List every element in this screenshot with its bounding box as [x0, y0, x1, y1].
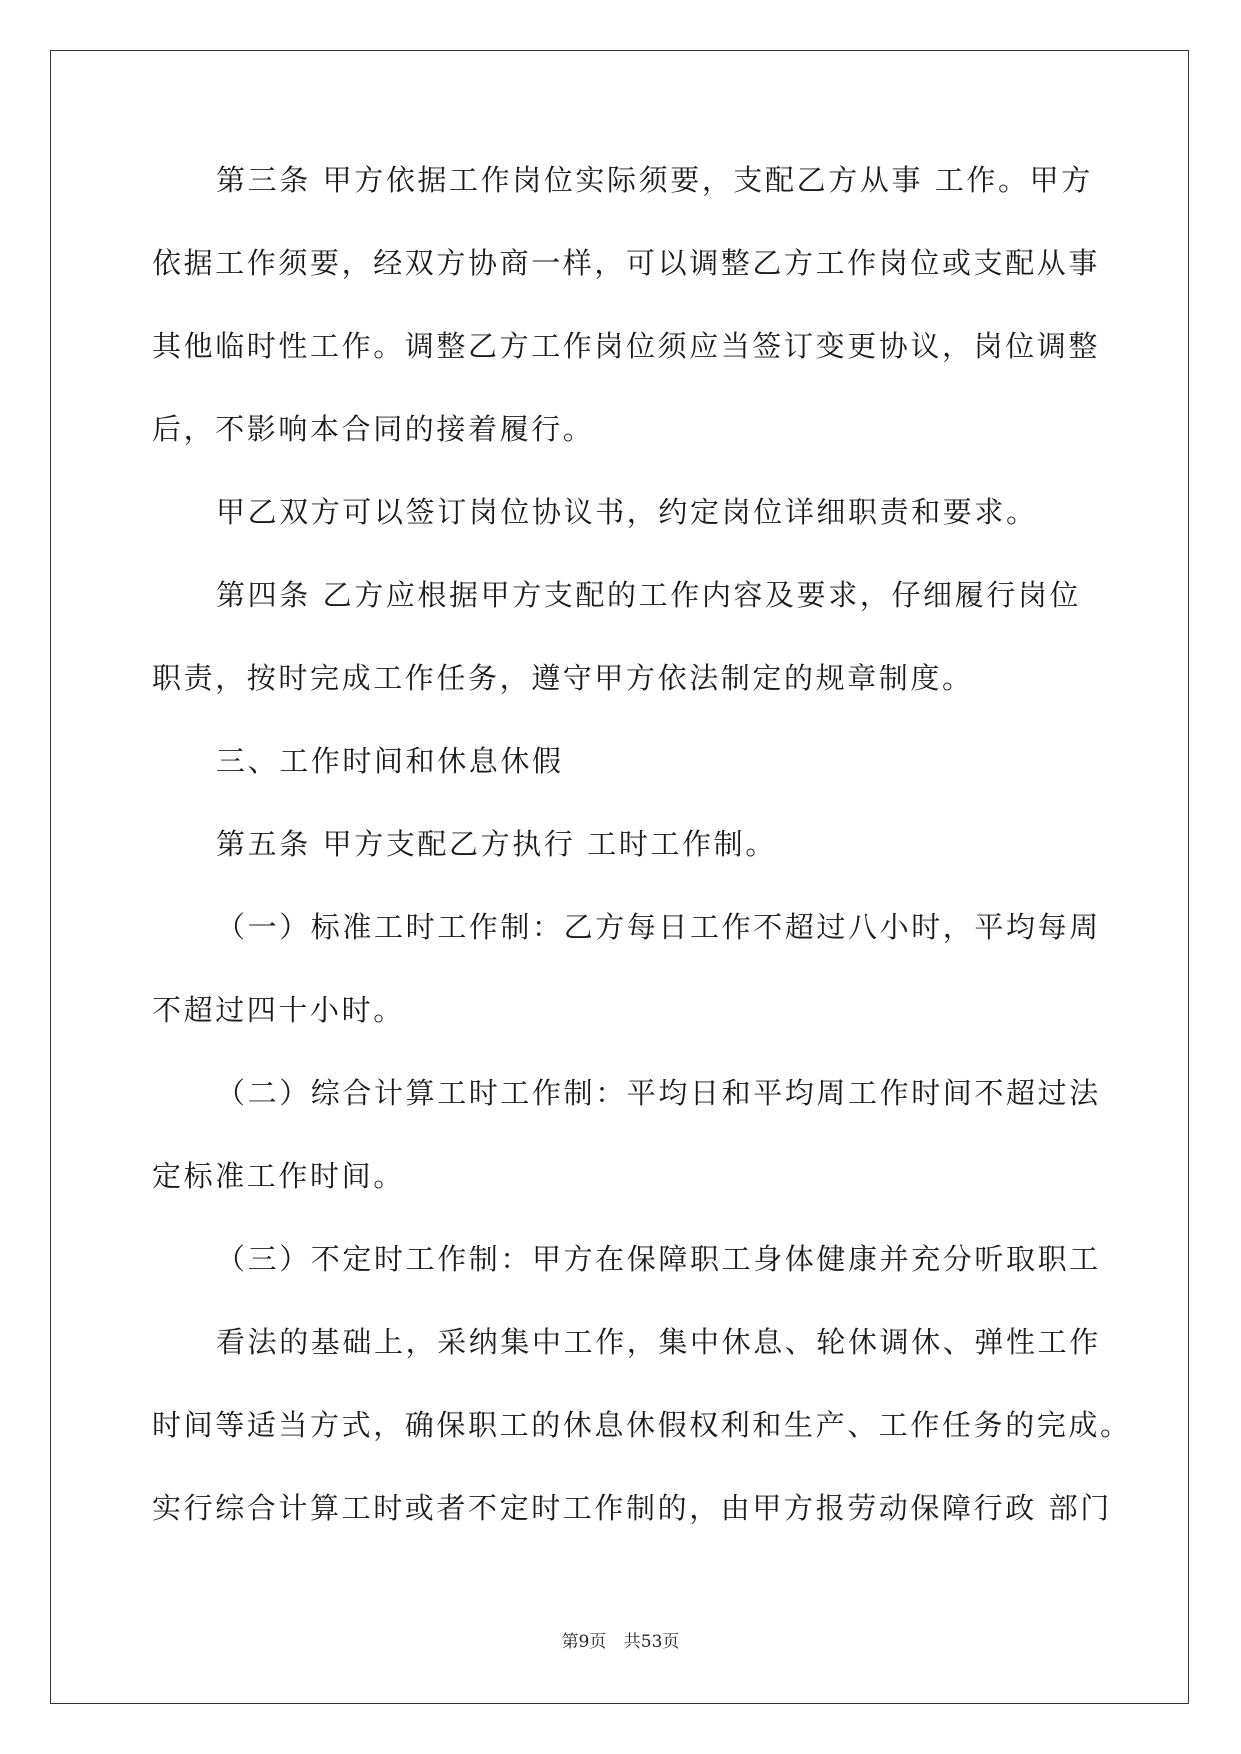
paragraph-line: （一）标准工时工作制：乙方每日工作不超过八小时，平均每周 — [216, 910, 1101, 944]
page-border — [50, 50, 1189, 1704]
paragraph-line: （二）综合计算工时工作制：平均日和平均周工作时间不超过法 — [216, 1076, 1101, 1110]
paragraph-line: 职责，按时完成工作任务，遵守甲方依法制定的规章制度。 — [152, 661, 974, 695]
paragraph-line: 第五条 甲方支配乙方执行 工时工作制。 — [216, 827, 777, 861]
section-heading: 三、工作时间和休息休假 — [216, 744, 564, 778]
paragraph-line: 第三条 甲方依据工作岗位实际须要，支配乙方从事 工作。甲方 — [216, 163, 1093, 197]
paragraph-line: 看法的基础上，采纳集中工作，集中休息、轮休调休、弹性工作 — [216, 1325, 1101, 1359]
paragraph-line: （三）不定时工作制：甲方在保障职工身体健康并充分听取职工 — [216, 1242, 1101, 1276]
current-page-number: 第9页 — [561, 1632, 607, 1652]
paragraph-line: 不超过四十小时。 — [152, 993, 405, 1027]
paragraph-line: 依据工作须要，经双方协商一样，可以调整乙方工作岗位或支配从事 — [152, 246, 1101, 280]
paragraph-line: 第四条 乙方应根据甲方支配的工作内容及要求，仔细履行岗位 — [216, 578, 1082, 612]
paragraph-line: 甲乙双方可以签订岗位协议书，约定岗位详细职责和要求。 — [216, 495, 1038, 529]
paragraph-line: 时间等适当方式，确保职工的休息休假权利和生产、工作任务的完成。 — [152, 1408, 1132, 1442]
paragraph-line: 定标准工作时间。 — [152, 1159, 405, 1193]
paragraph-line: 实行综合计算工时或者不定时工作制的，由甲方报劳动保障行政 部门 — [152, 1491, 1112, 1525]
paragraph-line: 其他临时性工作。调整乙方工作岗位须应当签订变更协议，岗位调整 — [152, 329, 1101, 363]
page-footer — [0, 1627, 1241, 1652]
total-pages: 共53页 — [623, 1632, 680, 1652]
paragraph-line: 后，不影响本合同的接着履行。 — [152, 412, 595, 446]
